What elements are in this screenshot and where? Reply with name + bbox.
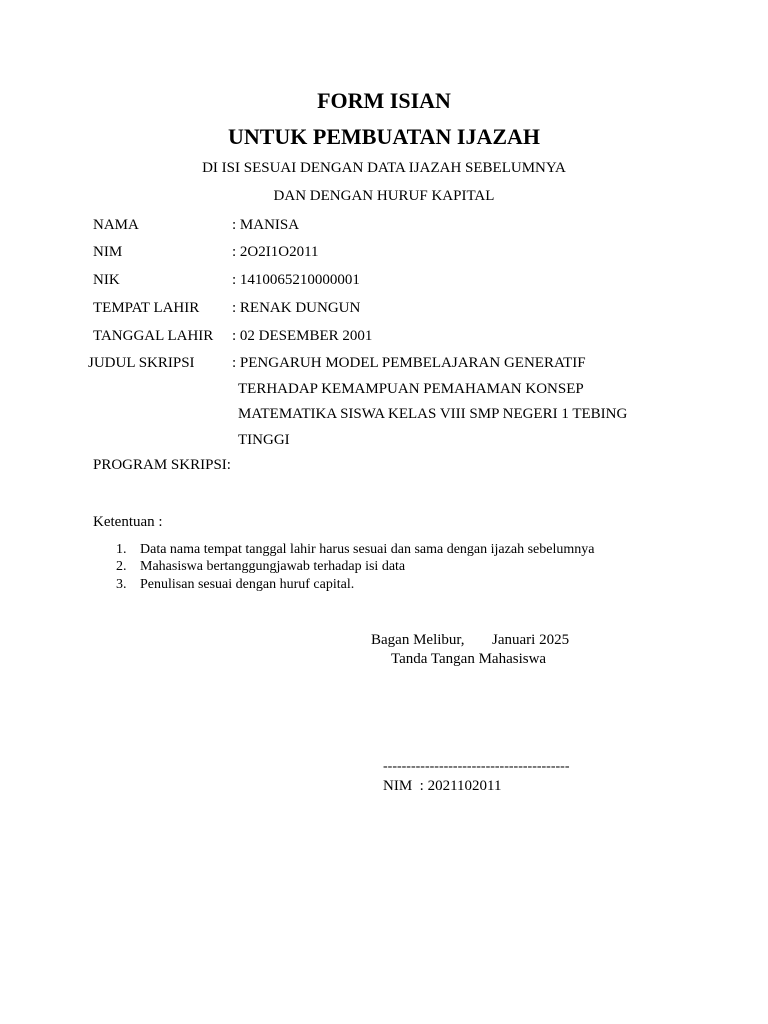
nim-value: : 2O2I1O2011	[232, 244, 319, 260]
ketentuan-item-2-number: 2.	[116, 559, 127, 574]
form-subtitle: UNTUK PEMBUATAN IJAZAH	[227, 124, 541, 149]
instruction-line-2: DAN DENGAN HURUF KAPITAL	[273, 188, 495, 204]
nim-label: NIM	[93, 244, 123, 260]
instruction-line-1: DI ISI SESUAI DENGAN DATA IJAZAH SEBELUMNYA	[202, 160, 566, 176]
signature-caption: Tanda Tangan Mahasiswa	[391, 651, 547, 667]
tanggal-lahir-value: : 02 DESEMBER 2001	[232, 328, 373, 344]
judul-skripsi-line-3: MATEMATIKA SISWA KELAS VIII SMP NEGERI 1 TEBING	[238, 406, 628, 422]
tanggal-lahir-label: TANGGAL LAHIR	[93, 328, 214, 344]
nik-value: : 1410065210000001	[232, 272, 360, 288]
judul-skripsi-label: JUDUL SKRIPSI	[88, 355, 195, 371]
ketentuan-item-2-text: Mahasiswa bertanggungjawab terhadap isi data	[140, 559, 406, 574]
nama-label: NAMA	[93, 217, 139, 233]
ketentuan-item-1-number: 1.	[116, 542, 127, 557]
program-skripsi-label: PROGRAM SKRIPSI	[93, 457, 227, 473]
form-title: FORM ISIAN	[317, 88, 451, 113]
ketentuan-item-3-number: 3.	[116, 577, 127, 592]
tempat-lahir-value: : RENAK DUNGUN	[232, 300, 361, 316]
signature-nim-value: : 2021102011	[419, 778, 502, 794]
signature-nim-label: NIM	[383, 778, 413, 794]
ketentuan-item-3-text: Penulisan sesuai dengan huruf capital.	[140, 577, 355, 592]
tempat-lahir-label: TEMPAT LAHIR	[93, 300, 200, 316]
program-skripsi-field	[93, 458, 231, 473]
ketentuan-item-1-text: Data nama tempat tanggal lahir harus sesuai dan sama dengan ijazah sebelumnya	[140, 542, 595, 557]
ketentuan-heading: Ketentuan :	[93, 514, 163, 530]
program-skripsi-value: :	[226, 457, 231, 473]
signature-place: Bagan Melibur,	[371, 632, 465, 648]
judul-skripsi-line-4: TINGGI	[238, 432, 290, 448]
judul-skripsi-line-1: : PENGARUH MODEL PEMBELAJARAN GENERATIF	[232, 355, 586, 371]
nama-value: : MANISA	[232, 217, 300, 233]
nik-label: NIK	[93, 272, 120, 288]
signature-nim	[383, 779, 501, 794]
signature-date: Januari 2025	[492, 632, 570, 648]
judul-skripsi-line-2: TERHADAP KEMAMPUAN PEMAHAMAN KONSEP	[238, 381, 584, 397]
signature-line: ----------------------------------------	[383, 759, 570, 774]
